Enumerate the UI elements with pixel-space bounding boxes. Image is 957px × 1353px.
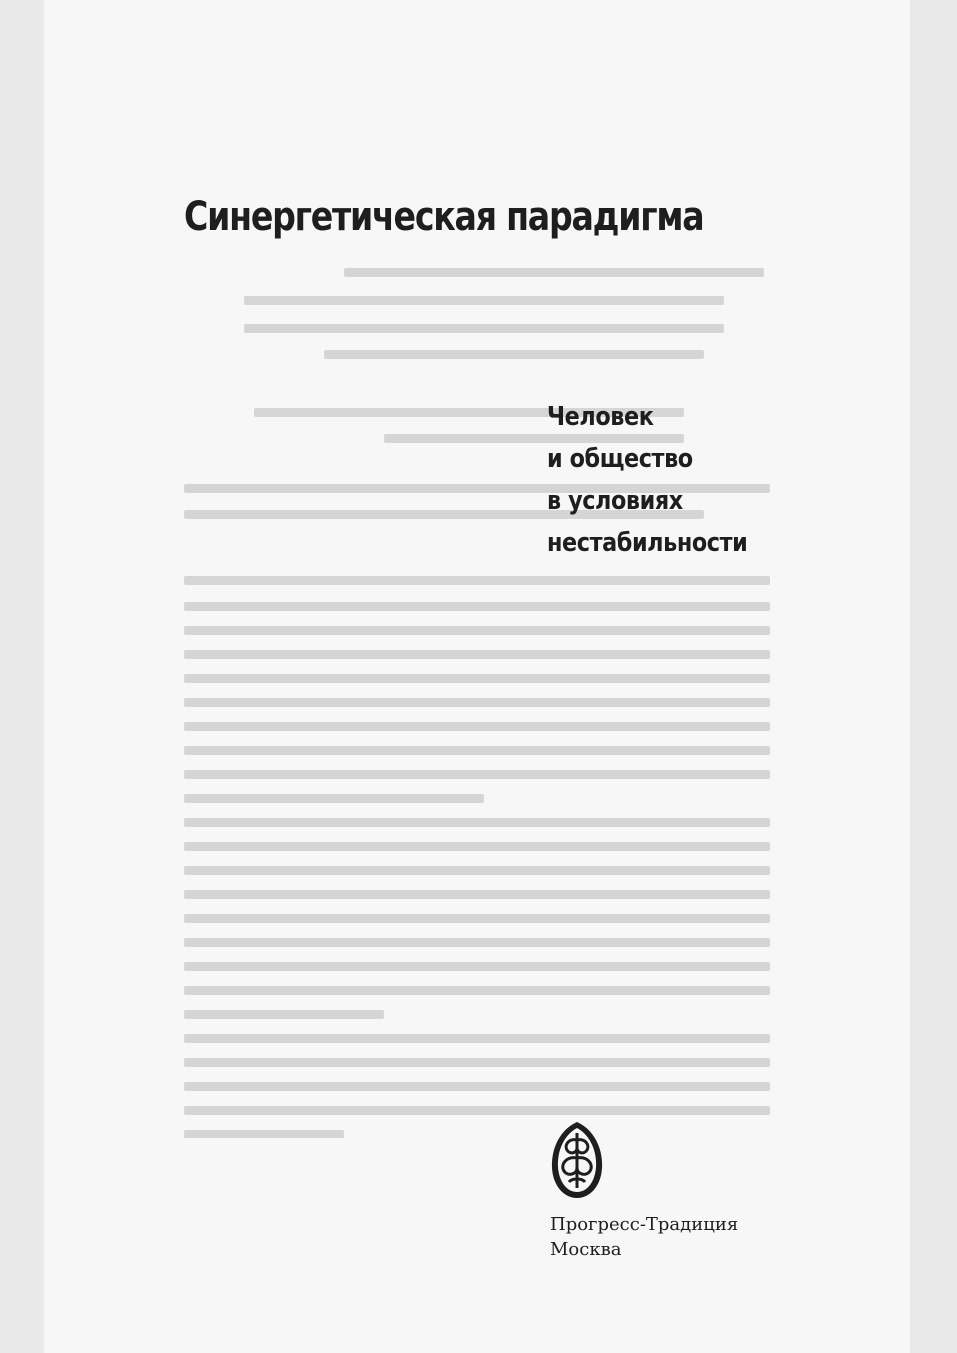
publisher-city: Москва [550,1239,622,1260]
subtitle-line-4: нестабильности [547,528,748,558]
subtitle-line-2: и общество [547,444,693,474]
book-subtitle [547,396,747,564]
publisher-emblem-icon [550,1120,604,1200]
book-title: Синергетическая парадигма [184,194,704,240]
subtitle-line-3: в условиях [547,486,683,516]
publisher-name: Прогресс-Традиция [550,1214,739,1235]
subtitle-line-1: Человек [547,402,654,432]
publisher-imprint [550,1212,738,1262]
